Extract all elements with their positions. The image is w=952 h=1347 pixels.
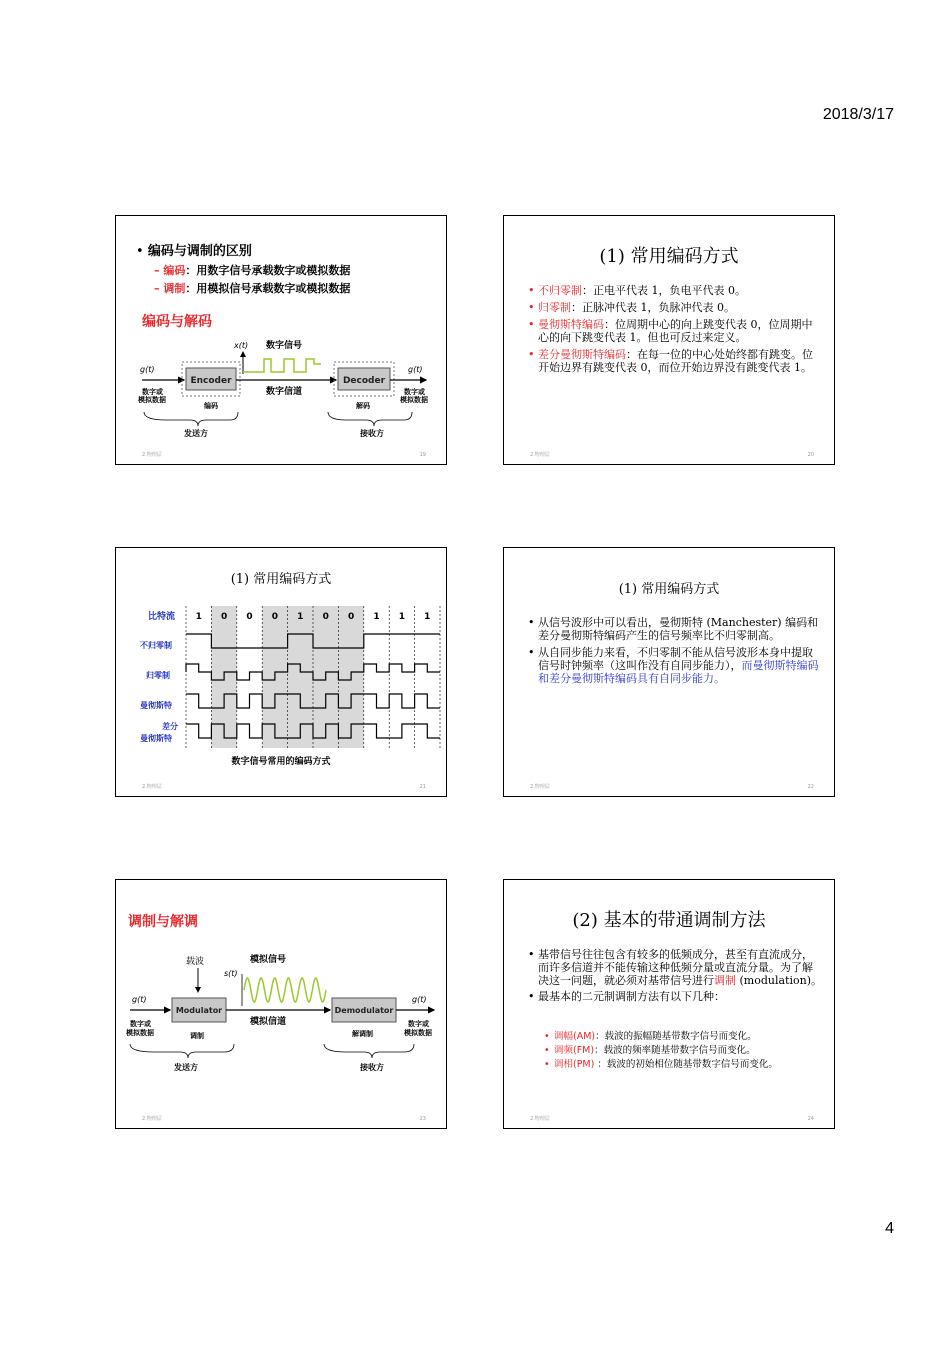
slide-19 (115, 215, 447, 465)
slide-23 (115, 879, 447, 1129)
list-item: • 差分曼彻斯特编码：在每一位的中心处始终都有跳变。位开始边界有跳变代表 0，而位开始边界没有跳变代表 1。 (528, 348, 820, 374)
list-item: • 不归零制：正电平代表 1，负电平代表 0。 (528, 284, 820, 297)
analog-signal-label: 模拟信号 (250, 955, 287, 965)
nrz-label: 不归零制 (140, 641, 172, 650)
bit-value: 1 (297, 612, 304, 622)
slide-number: 19 (419, 452, 426, 458)
slide-footer: 2.物理层 (142, 784, 162, 790)
g-t-left: g(t) (140, 365, 155, 374)
manchester-label: 曼彻斯特 (140, 701, 172, 710)
g-t-right: g(t) (408, 365, 423, 374)
section-heading: 调制与解调 (128, 914, 198, 930)
modulate-label: 调制 (190, 1032, 204, 1040)
bit-value: 1 (424, 612, 431, 622)
sender-brace (130, 1044, 234, 1058)
encoder-label: Encoder (190, 376, 232, 386)
list-item: • 从信号波形中可以看出，曼彻斯特 (Manchester) 编码和差分曼彻斯特编码产生的信号频率比不归零制高。 (528, 616, 820, 642)
bit-value: 1 (195, 612, 202, 622)
slide-number: 22 (807, 784, 814, 790)
carrier-label: 载波 (186, 957, 205, 967)
list-item: • 从自同步能力来看，不归零制不能从信号波形本身中提取信号时钟频率（这叫作没有自同步能力），而曼彻斯特编码和差分曼彻斯特编码具有自同步能力。 (528, 646, 820, 685)
sender-brace (144, 412, 238, 426)
section-heading: 编码与解码 (142, 314, 212, 330)
list-item: • 最基本的二元制调制方法有以下几种： (528, 990, 822, 1003)
receiver-label: 接收方 (360, 429, 384, 438)
bit-value: 0 (271, 612, 279, 622)
diff-label-2: 曼彻斯特 (140, 734, 172, 743)
diff-label-1: 差分 (162, 722, 178, 731)
sub-bullet-encoding: – 编码：用数字信号承载数字或模拟数据 (154, 264, 351, 277)
list-item: • 基带信号往往包含有较多的低频成分，甚至有直流成分，而许多信道并不能传输这种低频分量或直流分量。为了解决这一问题，就必须对基带信号进行调制 (modulation)。 (528, 948, 822, 987)
right-source-2: 模拟数据 (400, 396, 428, 404)
modulation-diagram (116, 948, 446, 1078)
decoder-label: Decoder (342, 376, 386, 386)
left-source-2: 模拟数据 (126, 1029, 154, 1037)
slide-title: (1) 常用编码方式 (599, 246, 739, 267)
slide-footer: 2.物理层 (142, 452, 162, 458)
digital-channel-label: 数字信道 (266, 387, 303, 397)
analysis-list (528, 616, 820, 685)
receiver-brace (328, 412, 412, 426)
demodulator-label: Demodulator (334, 1006, 394, 1015)
slide-number: 21 (419, 784, 426, 790)
modulator-label: Modulator (175, 1006, 223, 1015)
bit-value: 0 (322, 612, 329, 622)
slide-footer: 2.物理层 (530, 452, 550, 458)
bit-value: 0 (246, 612, 253, 622)
rz-label: 归零制 (146, 671, 170, 680)
analog-waveform (244, 978, 326, 1002)
modulation-types (544, 1030, 830, 1072)
bitstream-label: 比特流 (148, 612, 176, 622)
slide-title: (1) 常用编码方式 (618, 582, 720, 597)
slide-title: (1) 常用编码方式 (230, 572, 332, 587)
receiver-label: 接收方 (360, 1063, 384, 1072)
encoding-list (528, 284, 820, 374)
encode-label: 编码 (204, 402, 218, 410)
slide-24 (503, 879, 835, 1129)
slide-footer: 2.物理层 (530, 1116, 550, 1122)
list-item: • 调相(PM) ：载波的初始相位随基带数字信号而变化。 (544, 1058, 830, 1072)
bit-value: 1 (373, 612, 380, 622)
x-t-label: x(t) (234, 341, 249, 350)
bit-value: 0 (347, 612, 355, 622)
diff-manchester-waveform (186, 724, 440, 738)
encoding-waveform-chart (116, 548, 446, 796)
slide-21 (115, 547, 447, 797)
slide-number: 20 (807, 452, 814, 458)
page-date: 2018/3/17 (822, 106, 894, 123)
left-source-1: 数字或 (130, 1020, 151, 1028)
receiver-brace (324, 1044, 414, 1058)
left-source-1: 数字或 (142, 388, 163, 396)
demodulate-label: 解调制 (352, 1030, 373, 1038)
digital-waveform (243, 359, 321, 372)
g-t-right: g(t) (412, 995, 427, 1004)
slide-number: 24 (807, 1116, 814, 1122)
modulation-list (528, 948, 822, 1003)
sender-label: 发送方 (174, 1063, 198, 1072)
g-t-left: g(t) (132, 995, 147, 1004)
list-item: • 归零制：正脉冲代表 1，负脉冲代表 0。 (528, 301, 820, 314)
slide-footer: 2.物理层 (530, 784, 550, 790)
sender-label: 发送方 (184, 429, 208, 438)
slide-20 (503, 215, 835, 465)
analog-channel-label: 模拟信道 (250, 1017, 287, 1027)
right-source-1: 数字或 (408, 1020, 429, 1028)
slide-bullet: • 编码与调制的区别 (136, 244, 252, 259)
slide-22 (503, 547, 835, 797)
bit-value: 0 (220, 612, 228, 622)
figure-caption: 数字信号常用的编码方式 (231, 757, 331, 767)
s-t-label: s(t) (224, 969, 238, 978)
page-number: 4 (885, 1220, 894, 1237)
list-item: • 曼彻斯特编码：位周期中心的向上跳变代表 0，位周期中心的向下跳变代表 1。但也可反过来定义。 (528, 318, 820, 344)
encode-decode-diagram (116, 334, 446, 444)
left-source-2: 模拟数据 (138, 396, 166, 404)
bit-value: 1 (398, 612, 406, 622)
digital-signal-label: 数字信号 (266, 341, 303, 351)
list-item: • 调幅(AM)：载波的振幅随基带数字信号而变化。 (544, 1030, 830, 1044)
right-source-2: 模拟数据 (404, 1029, 432, 1037)
decode-label: 解码 (356, 402, 370, 410)
slide-title: (2) 基本的带通调制方法 (572, 910, 766, 931)
slide-footer: 2.物理层 (142, 1116, 162, 1122)
list-item: • 调频(FM)：载波的频率随基带数字信号而变化。 (544, 1044, 830, 1058)
right-source-1: 数字或 (404, 388, 425, 396)
sub-bullet-modulation: – 调制：用模拟信号承载数字或模拟数据 (154, 282, 351, 295)
slide-number: 23 (419, 1116, 426, 1122)
